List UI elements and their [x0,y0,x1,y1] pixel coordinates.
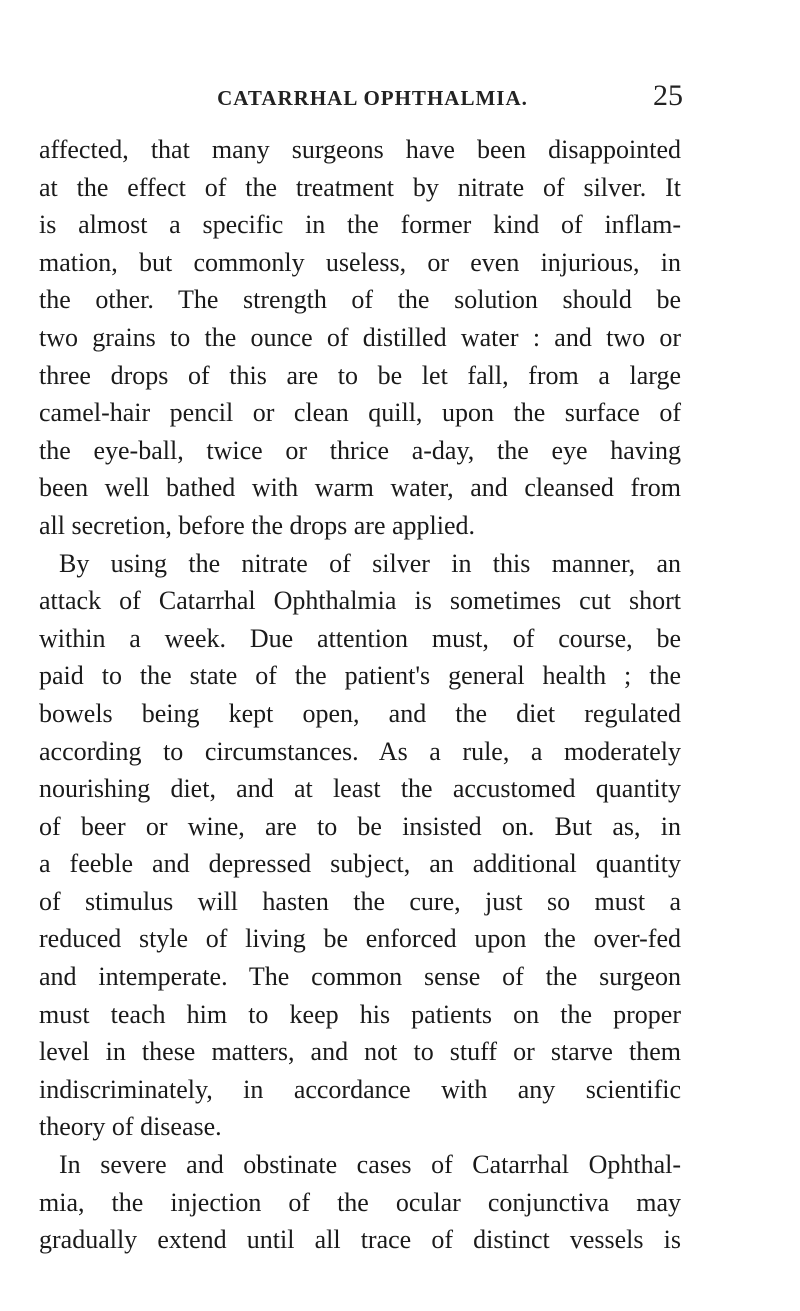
text-line: paid to the state of the patient's general health ; the [39,661,681,691]
text-line: is almost a specific in the former kind of inflam- [39,210,681,240]
text-line: nourishing diet, and at least the accustomed quantity [39,774,681,804]
text-line: been well bathed with warm water, and cleansed from [39,473,681,503]
text-line: all secretion, before the drops are applied. [39,510,476,540]
text-line: the other. The strength of the solution should be [39,285,681,315]
text-line: level in these matters, and not to stuff or starve them [39,1037,681,1067]
text-line: at the effect of the treatment by nitrate of silver. It [39,172,681,202]
text-line: the eye-ball, twice or thrice a-day, the eye having [39,435,681,465]
text-line: affected, that many surgeons have been disappointed [39,135,681,164]
text-line: of stimulus will hasten the cure, just so must a [39,886,681,916]
text-line: bowels being kept open, and the diet regulated [39,698,681,728]
text-line: mia, the injection of the ocular conjunctiva may [39,1187,681,1217]
text-line: a feeble and depressed subject, an additional quantity [39,849,681,879]
text-line: and intemperate. The common sense of the surgeon [39,962,681,992]
text-line: In severe and obstinate cases of Catarrhal Ophthal- [59,1150,681,1180]
text-line: three drops of this are to be let fall, from a large [39,360,681,390]
text-line: two grains to the ounce of distilled water : and two or [39,322,681,352]
text-line: according to circumstances. As a rule, a moderately [39,736,681,766]
text-line: indiscriminately, in accordance with any scientific [39,1074,681,1104]
text-line: mation, but commonly useless, or even injurious, in [39,247,681,277]
text-line: of beer or wine, are to be insisted on. But as, in [39,811,681,841]
running-title: CATARRHAL OPHTHALMIA. [217,86,528,110]
text-line: By using the nitrate of silver in this manner, an [59,548,681,578]
running-header [0,79,800,118]
text-line: theory of disease. [39,1112,222,1142]
text-line: must teach him to keep his patients on the proper [39,999,681,1029]
text-line: attack of Catarrhal Ophthalmia is sometimes cut short [39,586,681,616]
body-text [39,131,681,1259]
text-line: camel-hair pencil or clean quill, upon the surface of [39,398,681,428]
text-line: gradually extend until all trace of distinct vessels is [39,1225,681,1255]
page-number: 25 [653,79,683,112]
text-line: within a week. Due attention must, of course, be [39,623,681,653]
text-line: reduced style of living be enforced upon the over-fed [39,924,681,954]
